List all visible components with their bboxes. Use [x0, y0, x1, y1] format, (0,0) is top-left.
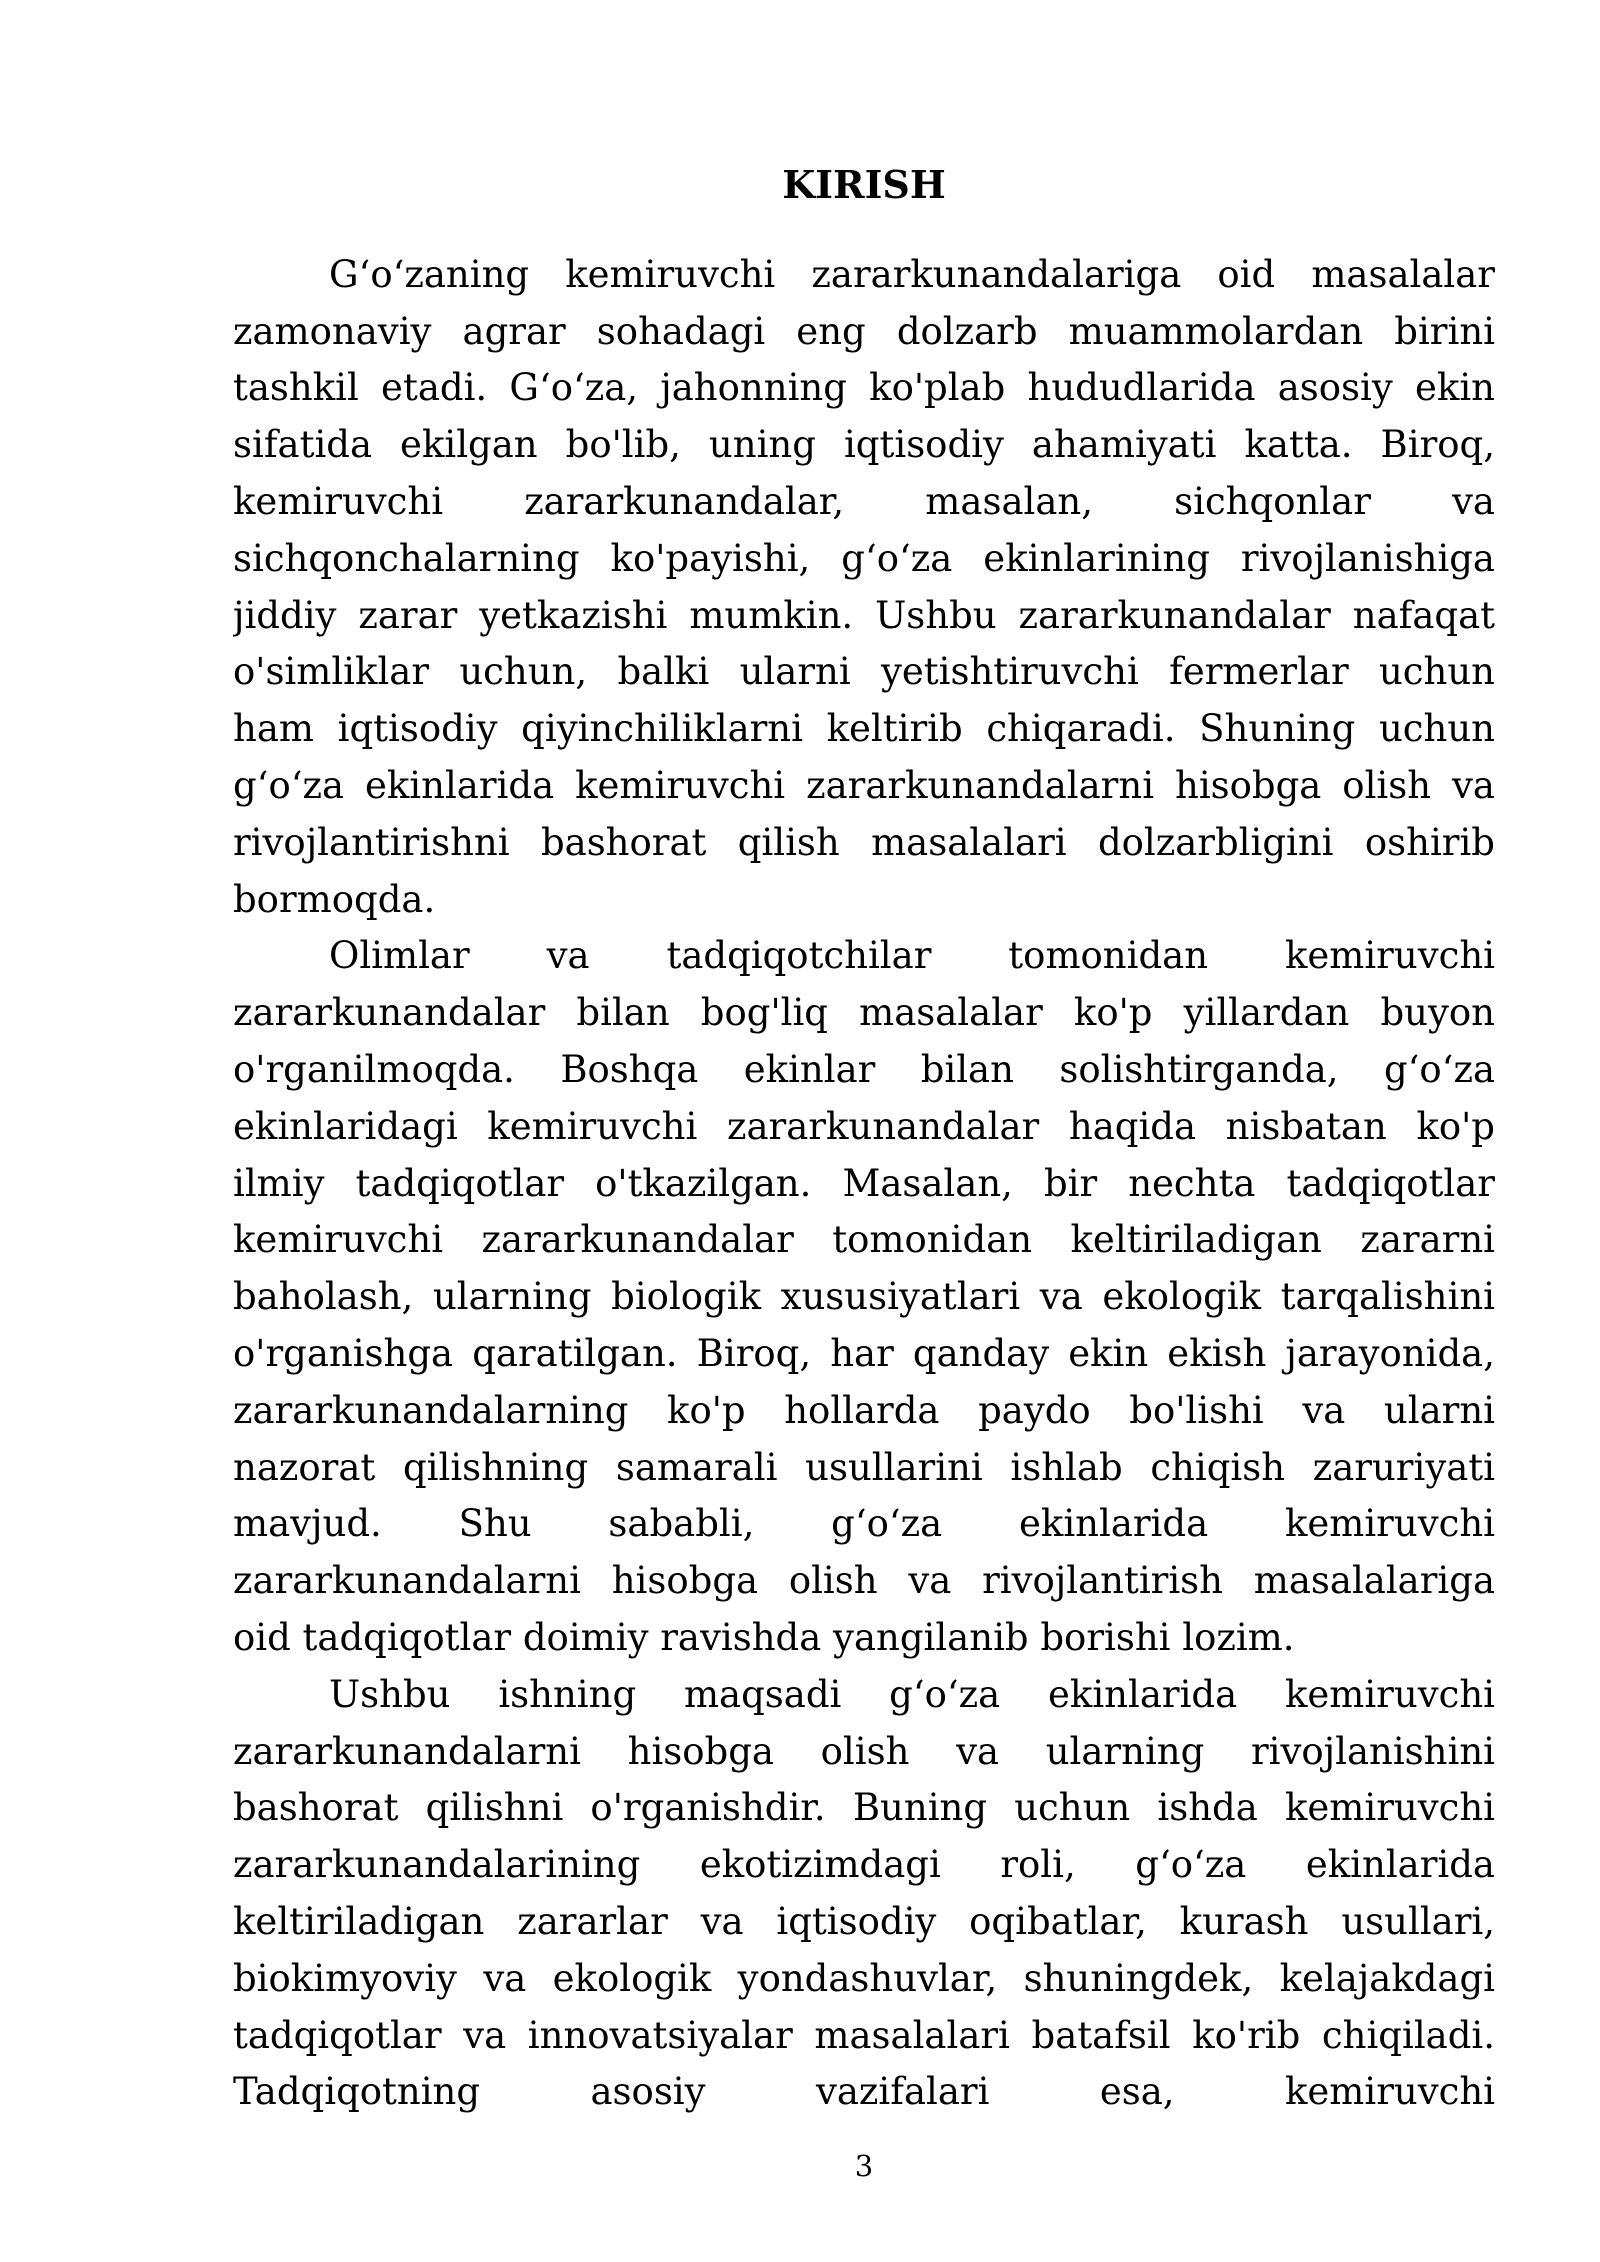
- paragraph-line: o'simliklar uchun, balki ularni yetishtiruvchi fermerlar uchun: [233, 650, 1495, 694]
- paragraph-line: Tadqiqotning asosiy vazifalari esa, kemiruvchi: [233, 2070, 1495, 2114]
- paragraph-line: zararkunandalar bilan bog'liq masalalar ko'p yillardan buyon: [233, 991, 1495, 1035]
- paragraph-line: ilmiy tadqiqotlar o'tkazilgan. Masalan, bir nechta tadqiqotlar: [233, 1161, 1495, 1205]
- paragraph-line: tadqiqotlar va innovatsiyalar masalalari batafsil ko'rib chiqiladi.: [233, 2013, 1495, 2057]
- paragraph-line: bashorat qilishni o'rganishdir. Buning uchun ishda kemiruvchi: [233, 1786, 1495, 1830]
- paragraph-line: zararkunandalarining ekotizimdagi roli, gʻoʻza ekinlarida: [233, 1843, 1495, 1887]
- paragraph-line: Olimlar va tadqiqotchilar tomonidan kemiruvchi: [329, 934, 1495, 978]
- page-title: KIRISH: [782, 162, 946, 207]
- paragraph-line: ekinlaridagi kemiruvchi zararkunandalar haqida nisbatan ko'p: [233, 1104, 1495, 1148]
- paragraph-line: rivojlantirishni bashorat qilish masalalari dolzarbligini oshirib: [233, 820, 1495, 864]
- paragraph-line: gʻoʻza ekinlarida kemiruvchi zararkunandalarni hisobga olish va: [233, 763, 1495, 807]
- paragraph-line: Gʻoʻzaning kemiruvchi zararkunandalariga oid masalalar: [329, 252, 1495, 296]
- paragraph-line: bormoqda.: [233, 877, 436, 921]
- paragraph-2: [233, 928, 1495, 1666]
- page-content: [233, 157, 1495, 2121]
- paragraph-line: biokimyoviy va ekologik yondashuvlar, shuningdek, kelajakdagi: [233, 1956, 1495, 2000]
- paragraph-line: o'rganishga qaratilgan. Biroq, har qanday ekin ekish jarayonida,: [233, 1331, 1495, 1375]
- paragraph-line: sichqonchalarning ko'payishi, gʻoʻza ekinlarining rivojlanishiga: [233, 536, 1495, 580]
- page-number: 3: [854, 2149, 874, 2183]
- paragraph-3: [233, 1667, 1495, 2121]
- paragraph-line: nazorat qilishning samarali usullarini ishlab chiqish zaruriyati: [233, 1445, 1495, 1489]
- paragraph-line: zararkunandalarni hisobga olish va rivojlantirish masalalariga: [233, 1559, 1495, 1603]
- paragraph-line: sifatida ekilgan bo'lib, uning iqtisodiy ahamiyati katta. Biroq,: [233, 423, 1495, 467]
- paragraph-1: [233, 247, 1495, 929]
- paragraph-line: kemiruvchi zararkunandalar, masalan, sichqonlar va: [233, 479, 1495, 523]
- paragraph-line: mavjud. Shu sababli, gʻoʻza ekinlarida kemiruvchi: [233, 1502, 1495, 1546]
- paragraph-line: kemiruvchi zararkunandalar tomonidan keltiriladigan zararni: [233, 1218, 1495, 1262]
- paragraph-line: jiddiy zarar yetkazishi mumkin. Ushbu zararkunandalar nafaqat: [233, 593, 1495, 637]
- paragraph-line: keltiriladigan zararlar va iqtisodiy oqibatlar, kurash usullari,: [233, 1899, 1495, 1943]
- paragraph-line: zararkunandalarni hisobga olish va ularning rivojlanishini: [233, 1729, 1495, 1773]
- paragraph-line: baholash, ularning biologik xususiyatlari va ekologik tarqalishini: [233, 1275, 1495, 1319]
- paragraph-line: zamonaviy agrar sohadagi eng dolzarb muammolardan birini: [233, 309, 1495, 353]
- paragraph-line: tashkil etadi. Gʻoʻza, jahonning ko'plab hududlarida asosiy ekin: [233, 366, 1495, 410]
- paragraph-line: o'rganilmoqda. Boshqa ekinlar bilan solishtirganda, gʻoʻza: [233, 1047, 1495, 1091]
- paragraph-line: oid tadqiqotlar doimiy ravishda yangilanib borishi lozim.: [233, 1615, 1295, 1659]
- paragraph-line: ham iqtisodiy qiyinchiliklarni keltirib chiqaradi. Shuning uchun: [233, 707, 1495, 751]
- paragraph-line: Ushbu ishning maqsadi gʻoʻza ekinlarida kemiruvchi: [329, 1672, 1495, 1716]
- paragraph-line: zararkunandalarning ko'p hollarda paydo bo'lishi va ularni: [233, 1388, 1495, 1432]
